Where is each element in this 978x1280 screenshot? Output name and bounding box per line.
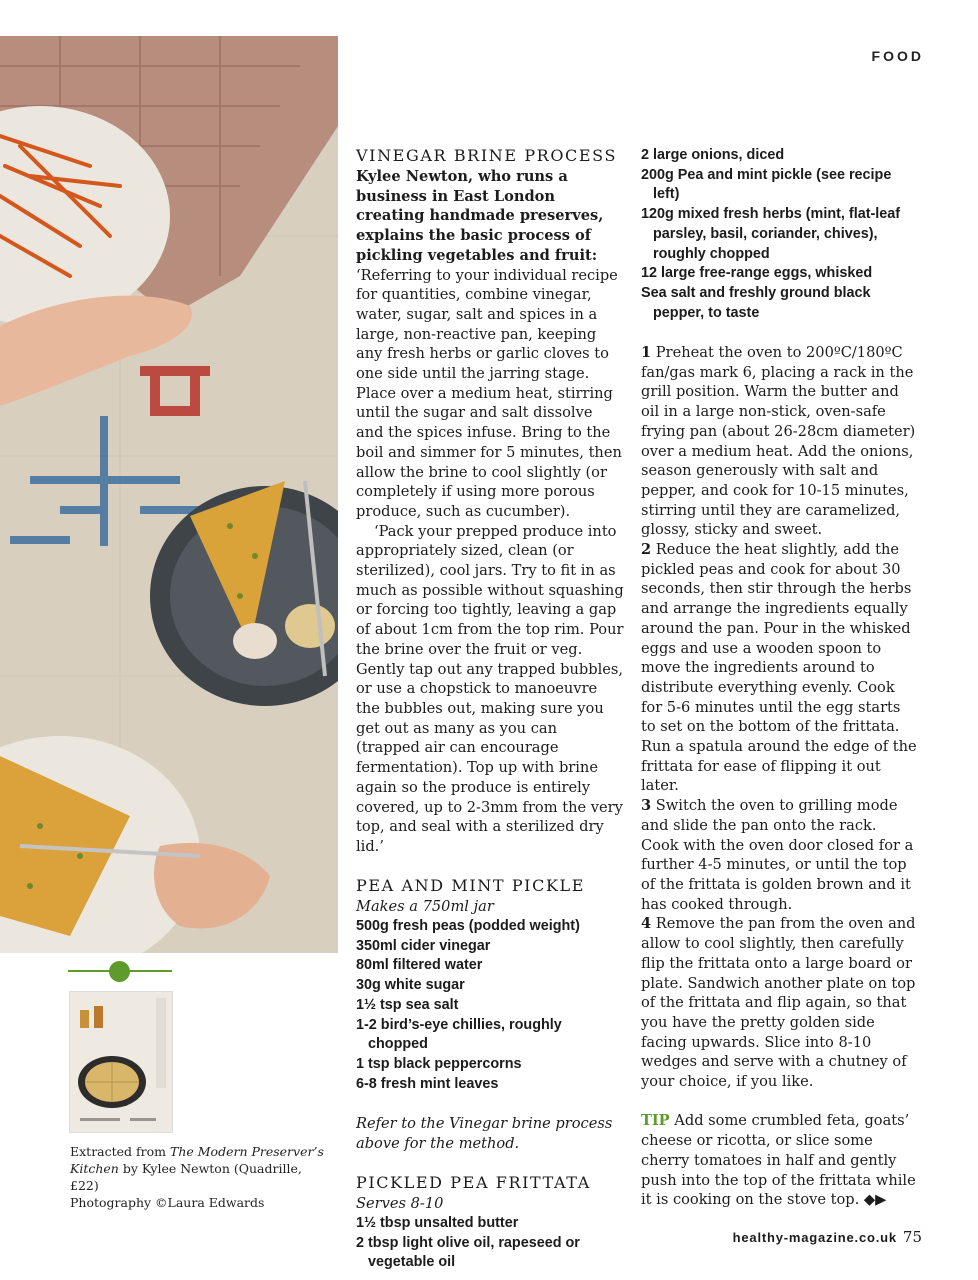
frittata-heading: PICKLED PEA FRITTATA — [356, 1173, 591, 1193]
frittata-ingredient: 1½ tbsp unsalted butter — [356, 1214, 519, 1231]
pickle-ingredient: 350ml cider vinegar — [356, 937, 491, 954]
pickle-ingredient: 6-8 fresh mint leaves — [356, 1075, 499, 1092]
tip-label: TIP — [641, 1112, 670, 1130]
method-step — [641, 540, 917, 796]
pickle-ingredient: 1½ tsp sea salt — [356, 996, 459, 1013]
frittata-ingredient: 120g mixed fresh herbs (mint, flat-leaf parsley, basil, coriander, chives), roughly chopped — [641, 206, 901, 262]
frittata-ingredient: Sea salt and freshly ground black pepper, to taste — [641, 284, 871, 321]
section-label: FOOD — [871, 48, 924, 64]
step-text: Reduce the heat slightly, add the pickled peas and cook for about 30 seconds, then stir through the herbs and arrange the ingredients equally around the pan. Pour in the whisked eggs and use a wooden spoon to move the ingredients around to distribute everything evenly. Cook for 5-6 minutes until the egg starts to set on the bottom of the frittata. Run a spatula around the edge of the frittata for ease of flipping it out later. — [641, 541, 917, 795]
brine-heading: VINEGAR BRINE PROCESS — [356, 146, 618, 165]
book-cover-image — [70, 992, 172, 1132]
photo-caption — [70, 1143, 330, 1211]
brine-paragraph-1 — [356, 167, 624, 522]
caption-prefix: Extracted from — [70, 1144, 170, 1159]
green-dot-divider-icon — [109, 961, 130, 982]
step-text: Remove the pan from the oven and allow to cool slightly, then carefully flip the frittata onto a large board or plate. Sandwich another plate on top of the frittata and flip again, so that you have the pretty golden side facing upwards. Slice into 8-10 wedges and serve with a chutney of your choice, if you like. — [641, 915, 916, 1091]
pickle-heading: PEA AND MINT PICKLE — [356, 876, 586, 896]
brine-para1: ‘Referring to your individual recipe for quantities, combine vinegar, water, sugar, salt and spices in a large, non-reactive pan, keeping any fresh herbs or garlic cloves to one side until the jarring stage. Place over a medium heat, stirring until the sugar and salt dissolve and the spices infuse. Bring to the boil and simmer for 5 minutes, then allow the brine to cool slightly (or completely if using more porous produce, such as cucumber). — [356, 266, 622, 520]
tip-paragraph — [641, 1111, 917, 1210]
step-number: 2 — [641, 541, 652, 559]
food-photo-illustration — [0, 36, 338, 953]
pickle-ingredient: 500g fresh peas (podded weight) — [356, 918, 580, 934]
end-mark-icon: ◆▶ — [863, 1191, 887, 1209]
spacer — [356, 857, 624, 877]
method-step — [641, 343, 917, 540]
column-right — [641, 146, 917, 1210]
step-number: 3 — [641, 797, 652, 815]
pickle-yield: Makes a 750ml jar — [356, 898, 494, 916]
spacer — [356, 1153, 624, 1173]
spacer — [641, 323, 917, 343]
tip-text: Add some crumbled feta, goats’ cheese or ricotta, or slice some cherry tomatoes in half and gently push into the top of the frittata while it is cooking on the stove top. — [641, 1112, 916, 1209]
food-photo — [0, 36, 338, 953]
method-step — [641, 796, 917, 914]
page-footer — [733, 1228, 922, 1246]
frittata-ingredient: 200g Pea and mint pickle (see recipe left) — [641, 166, 892, 203]
caption-credit: Photography ©Laura Edwards — [70, 1195, 265, 1210]
frittata-serves: Serves 8-10 — [356, 1195, 444, 1213]
column-left — [356, 146, 624, 1273]
step-text: Switch the oven to grilling mode and slide the pan onto the rack. Cook with the oven door closed for a further 4-5 minutes, or until the top of the frittata is golden brown and it has cooked through. — [641, 797, 914, 913]
pickle-ingredient: 1-2 bird’s-eye chillies, roughly chopped — [356, 1016, 562, 1053]
spacer — [356, 1094, 624, 1114]
step-number: 4 — [641, 915, 652, 933]
caption-suffix: by Kylee Newton (Quadrille, £22) — [70, 1161, 302, 1193]
page-number: 75 — [902, 1228, 922, 1246]
step-text: Preheat the oven to 200ºC/180ºC fan/gas mark 6, placing a rack in the grill position. Warm the butter and oil in a large non-stick, oven-safe frying pan (about 26-28cm diameter) over a medium heat. Add the onions, season generously with salt and pepper, and cook for 10-15 minutes, stirring until they are caramelized, glossy, sticky and sweet. — [641, 344, 916, 539]
brine-paragraph-2: ‘Pack your prepped produce into appropriately sized, clean (or sterilized), cool jars. Try to fit in as much as possible without squashing or forcing too tightly, leaving a gap of about 1cm from the top rim. Pour the brine over the fruit or veg. Gently tap out any trapped bubbles, or use a chopstick to manoeuvre the bubbles out, making sure you get out as many as you can (trapped air can encourage fermentation). Top up with brine again so the produce is entirely covered, up to 2-3mm from the very top, and seal with a sterilized dry lid.’ — [356, 522, 624, 855]
book-cover-illustration — [70, 992, 172, 1132]
spacer — [641, 1092, 917, 1112]
method-step — [641, 914, 917, 1091]
pickle-ingredient: 1 tsp black peppercorns — [356, 1055, 522, 1072]
footer-site-link: healthy-magazine.co.uk — [732, 1230, 897, 1245]
frittata-ingredient: 12 large free-range eggs, whisked — [641, 265, 873, 282]
pickle-note: Refer to the Vinegar brine process above for the method. — [356, 1115, 613, 1152]
pickle-ingredient: 80ml filtered water — [356, 957, 483, 974]
brine-intro: Kylee Newton, who runs a business in East London creating handmade preserves, explains the basic process of pickling vegetables and fruit: — [356, 168, 604, 264]
frittata-ingredient: 2 large onions, diced — [641, 147, 785, 163]
step-number: 1 — [641, 344, 652, 362]
caption-book-title: The Modern Preserver’s Kitchen — [70, 1144, 324, 1176]
frittata-ingredient: 2 tbsp light olive oil, rapeseed or vegetable oil — [356, 1234, 580, 1271]
pickle-ingredient: 30g white sugar — [356, 977, 465, 994]
